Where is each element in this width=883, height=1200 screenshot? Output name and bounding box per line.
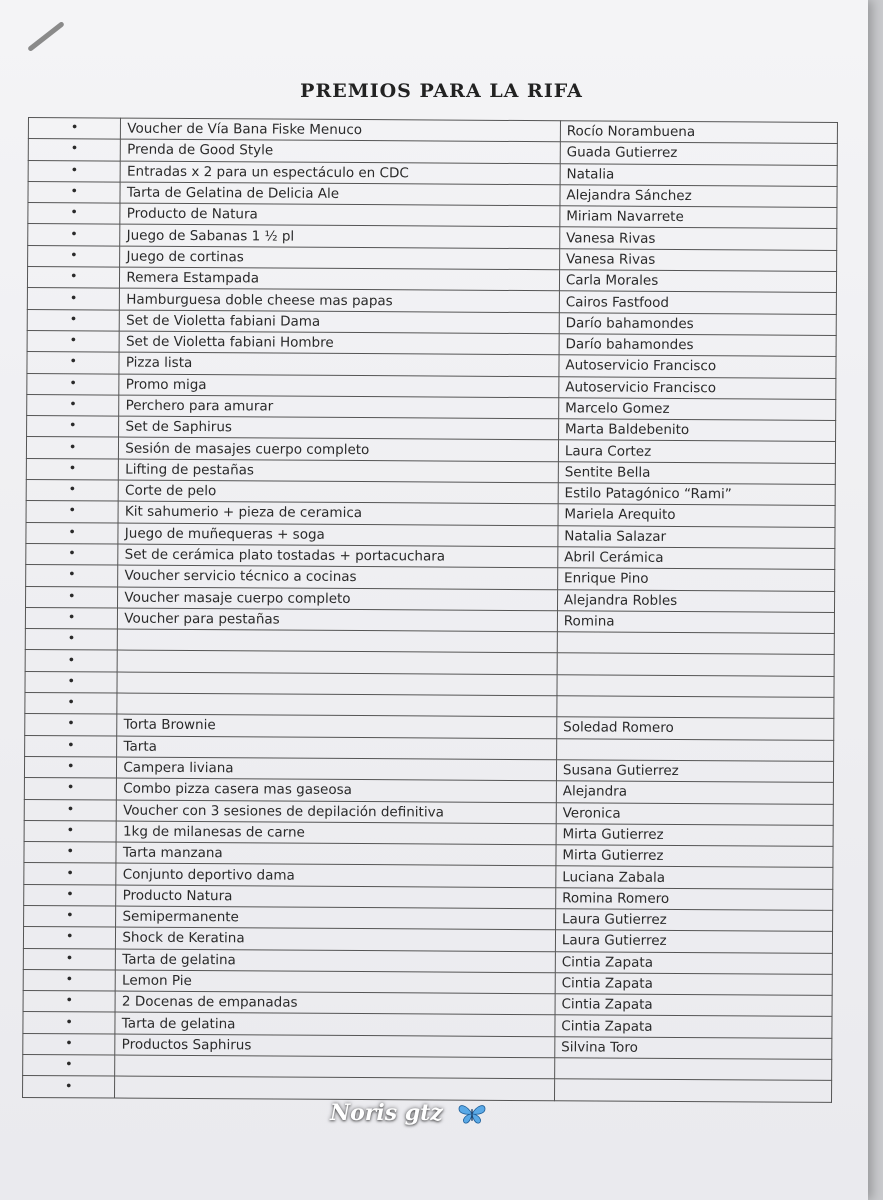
donor-cell: Vanesa Rivas — [559, 249, 836, 272]
bullet-cell: • — [23, 1033, 115, 1055]
bullet-cell: • — [28, 118, 120, 140]
donor-cell: Rocío Norambuena — [560, 121, 837, 144]
bullet-cell: • — [24, 884, 116, 906]
prize-cell: Producto Natura — [116, 885, 556, 909]
bullet-cell: • — [28, 224, 120, 246]
bullet-cell: • — [25, 629, 117, 651]
donor-cell: Darío bahamondes — [559, 312, 836, 335]
donor-cell — [557, 696, 834, 719]
prize-cell: Pizza lista — [119, 352, 559, 376]
donor-cell: Enrique Pino — [557, 568, 834, 591]
prize-cell: Juego de Sabanas 1 ½ pl — [120, 225, 560, 249]
bullet-cell: • — [26, 458, 118, 480]
donor-cell: Mirta Gutierrez — [556, 824, 833, 847]
bullet-cell: • — [28, 203, 120, 225]
bullet-cell: • — [25, 671, 117, 693]
donor-cell: Autoservicio Francisco — [559, 355, 836, 378]
prize-cell: Juego de muñequeras + soga — [118, 523, 558, 547]
donor-cell — [557, 674, 834, 697]
bullet-cell: • — [26, 543, 118, 565]
prize-cell — [115, 1076, 555, 1100]
donor-cell: Laura Cortez — [558, 440, 835, 463]
bullet-cell: • — [26, 501, 118, 523]
prize-cell: Set de cerámica plato tostadas + portacuchara — [118, 544, 558, 568]
bullet-cell: • — [27, 416, 119, 438]
prize-cell: Tarta manzana — [116, 842, 556, 866]
bullet-cell: • — [24, 756, 116, 778]
bullet-cell: • — [27, 309, 119, 331]
bullet-cell: • — [26, 586, 118, 608]
donor-cell: Cintia Zapata — [555, 994, 832, 1017]
prize-cell: Combo pizza casera mas gaseosa — [117, 778, 557, 802]
bullet-cell: • — [28, 160, 120, 182]
bullet-cell: • — [24, 778, 116, 800]
bullet-cell: • — [27, 394, 119, 416]
donor-cell: Mirta Gutierrez — [556, 845, 833, 868]
pen-mark — [27, 21, 65, 52]
prize-cell: 1kg de milanesas de carne — [116, 821, 556, 845]
prize-cell: Remera Estampada — [120, 267, 560, 291]
prize-cell: Hamburguesa doble cheese mas papas — [120, 288, 560, 312]
bullet-cell: • — [23, 991, 115, 1013]
prize-cell — [115, 1055, 555, 1079]
bullet-cell: • — [27, 330, 119, 352]
prize-cell: Set de Violetta fabiani Dama — [120, 310, 560, 334]
donor-cell: Laura Gutierrez — [555, 930, 832, 953]
donor-cell: Estilo Patagónico “Rami” — [558, 483, 835, 506]
bullet-cell: • — [23, 969, 115, 991]
donor-cell: Vanesa Rivas — [560, 227, 837, 250]
prize-cell: Set de Saphirus — [119, 416, 559, 440]
donor-cell: Autoservicio Francisco — [559, 376, 836, 399]
prize-cell — [117, 650, 557, 674]
prize-cell: Productos Saphirus — [115, 1034, 555, 1058]
prize-cell: Tarta de Gelatina de Delicia Ale — [120, 182, 560, 206]
prize-cell: Promo miga — [119, 374, 559, 398]
bullet-cell: • — [28, 139, 120, 161]
bullet-cell: • — [28, 245, 120, 267]
bullet-cell: • — [26, 522, 118, 544]
bullet-cell: • — [25, 735, 117, 757]
bullet-cell: • — [23, 1012, 115, 1034]
donor-cell: Romina Romero — [556, 887, 833, 910]
prize-cell: 2 Docenas de empanadas — [115, 991, 555, 1015]
bullet-cell: • — [27, 373, 119, 395]
donor-cell: Luciana Zabala — [556, 866, 833, 889]
watermark — [330, 1100, 487, 1126]
prize-cell — [118, 629, 558, 653]
donor-cell: Marcelo Gomez — [559, 398, 836, 421]
prize-cell: Torta Brownie — [117, 714, 557, 738]
table-row — [23, 1076, 832, 1102]
bullet-cell: • — [26, 437, 118, 459]
prize-table — [22, 117, 838, 1103]
donor-cell: Laura Gutierrez — [555, 909, 832, 932]
bullet-cell: • — [25, 607, 117, 629]
bullet-cell: • — [24, 799, 116, 821]
bullet-cell: • — [23, 927, 115, 949]
donor-cell: Sentite Bella — [558, 461, 835, 484]
page-title: PREMIOS PARA LA RIFA — [300, 80, 583, 102]
prize-cell: Sesión de masajes cuerpo completo — [119, 438, 559, 462]
prize-cell: Voucher masaje cuerpo completo — [118, 587, 558, 611]
donor-cell: Cintia Zapata — [555, 951, 832, 974]
prize-cell — [117, 693, 557, 717]
donor-cell: Alejandra — [556, 781, 833, 804]
bullet-cell: • — [24, 905, 116, 927]
donor-cell — [554, 1079, 831, 1102]
bullet-cell: • — [25, 714, 117, 736]
donor-cell: Alejandra Robles — [557, 589, 834, 612]
donor-cell: Veronica — [556, 802, 833, 825]
prize-cell: Tarta — [117, 736, 557, 760]
donor-cell: Miriam Navarrete — [560, 206, 837, 229]
donor-cell: Alejandra Sánchez — [560, 185, 837, 208]
bullet-cell: • — [26, 480, 118, 502]
bullet-cell: • — [27, 288, 119, 310]
prize-cell: Entradas x 2 para un espectáculo en CDC — [120, 161, 560, 185]
prize-cell: Voucher con 3 sesiones de depilación definitiva — [117, 800, 557, 824]
bullet-cell: • — [24, 820, 116, 842]
donor-cell: Cairos Fastfood — [559, 291, 836, 314]
prize-cell: Lifting de pestañas — [119, 459, 559, 483]
bullet-cell: • — [23, 1076, 115, 1098]
prize-cell — [117, 672, 557, 696]
prize-cell: Lemon Pie — [116, 970, 556, 994]
donor-cell: Silvina Toro — [555, 1037, 832, 1060]
prize-cell: Kit sahumerio + pieza de ceramica — [118, 501, 558, 525]
donor-cell: Natalia Salazar — [558, 525, 835, 548]
bullet-cell: • — [25, 693, 117, 715]
donor-cell: Carla Morales — [559, 270, 836, 293]
donor-cell: Marta Baldebenito — [558, 419, 835, 442]
prize-table-body — [23, 118, 838, 1103]
watermark-text: Noris gtz — [330, 1100, 443, 1126]
donor-cell — [557, 632, 834, 655]
donor-cell — [557, 653, 834, 676]
donor-cell: Natalia — [560, 163, 837, 186]
donor-cell: Cintia Zapata — [555, 1015, 832, 1038]
prize-cell: Semipermanente — [116, 906, 556, 930]
prize-cell: Conjunto deportivo dama — [116, 863, 556, 887]
donor-cell: Romina — [557, 611, 834, 634]
prize-cell: Perchero para amurar — [119, 395, 559, 419]
prize-cell: Juego de cortinas — [120, 246, 560, 270]
prize-cell: Producto de Natura — [120, 203, 560, 227]
bullet-cell: • — [27, 352, 119, 374]
butterfly-icon — [457, 1103, 487, 1125]
donor-cell: Cintia Zapata — [555, 973, 832, 996]
donor-cell: Soledad Romero — [557, 717, 834, 740]
prize-cell: Tarta de gelatina — [116, 949, 556, 973]
prize-cell: Voucher de Vía Bana Fiske Menuco — [121, 118, 561, 142]
bullet-cell: • — [26, 565, 118, 587]
bullet-cell: • — [23, 948, 115, 970]
prize-cell: Voucher para pestañas — [118, 608, 558, 632]
donor-cell: Guada Gutierrez — [560, 142, 837, 165]
donor-cell: Susana Gutierrez — [556, 760, 833, 783]
bullet-cell: • — [24, 842, 116, 864]
bullet-cell: • — [28, 181, 120, 203]
prize-cell: Shock de Keratina — [116, 927, 556, 951]
prize-cell: Voucher servicio técnico a cocinas — [118, 565, 558, 589]
prize-cell: Set de Violetta fabiani Hombre — [119, 331, 559, 355]
prize-cell: Prenda de Good Style — [121, 139, 561, 163]
donor-cell: Darío bahamondes — [559, 334, 836, 357]
bullet-cell: • — [24, 863, 116, 885]
bullet-cell: • — [23, 1055, 115, 1077]
bullet-cell: • — [27, 267, 119, 289]
donor-cell — [555, 1058, 832, 1081]
bullet-cell: • — [25, 650, 117, 672]
prize-cell: Corte de pelo — [119, 480, 559, 504]
donor-cell: Mariela Arequito — [558, 504, 835, 527]
donor-cell: Abril Cerámica — [558, 547, 835, 570]
prize-cell: Campera liviana — [117, 757, 557, 781]
prize-cell: Tarta de gelatina — [115, 1013, 555, 1037]
donor-cell — [556, 738, 833, 761]
